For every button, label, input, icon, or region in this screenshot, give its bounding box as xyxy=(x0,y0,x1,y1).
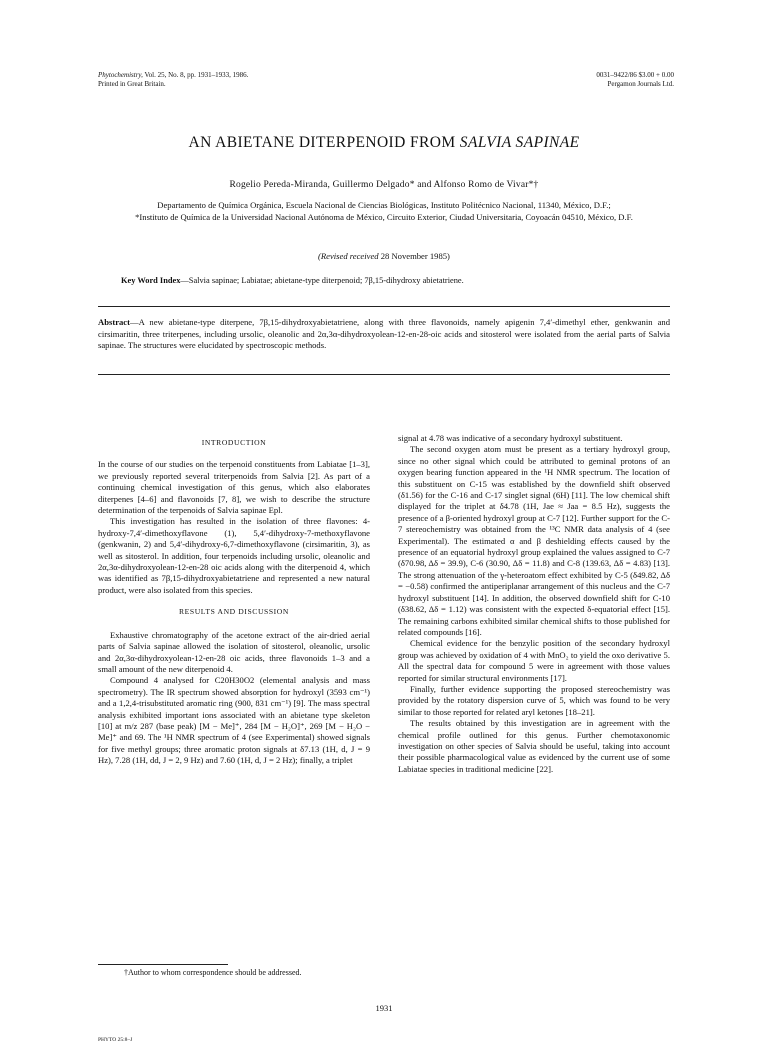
affiliation-1: Departamento de Química Orgánica, Escuela Nacional de Ciencias Biológicas, Instituto Politécnico Nacional, 11340, México, D.F.; xyxy=(157,200,611,210)
keywords-text: —Salvia sapinae; Labiatae; abietane-type diterpenoid; 7β,15-dihydroxy abietatriene. xyxy=(180,276,464,285)
left-column xyxy=(98,433,370,767)
intro-paragraph-2: This investigation has resulted in the isolation of three flavones: 4-hydroxy-7,4′-dimethoxyflavone (1), 5,4′-dihydroxy-7-methoxyflavone (genkwanin, 2) and 5,4′-dihydroxy-6,7-dimethoxyflavone (cirsimaritin, 3), as well as sitosterol. In addition, four terpenoids including ursolic, oleanolic and 2α,3α-dihydroxyolean-12-en-28 oic acids along with the diterpenoid 4, which was identified as 7β,15-dihydroxyabietatriene and represented a new natural product, were also isolated from this species. xyxy=(98,516,370,595)
right-paragraph-3: Chemical evidence for the benzylic position of the secondary hydroxyl group was achieved by oxidation of 4 with MnO₂ to yield the oxo derivative 5. All the spectral data for compound 5 were in agreement with those values reported for similar structural environments [17]. xyxy=(398,638,670,683)
right-column xyxy=(398,433,670,775)
title-main: AN ABIETANE DITERPENOID FROM xyxy=(188,134,460,151)
issn: 0031–9422/86 $3.00 + 0.00 xyxy=(596,71,674,79)
page-number: 1931 xyxy=(375,1003,393,1013)
heading-results: RESULTS AND DISCUSSION xyxy=(179,607,289,617)
right-paragraph-2: The second oxygen atom must be present as a tertiary hydroxyl group, since no other signal which could be attributed to geminal protons of an oxygen bearing function appeared in the ¹H NMR spectrum. The location of this substituent on C-15 was established by the downfield shift observed (δ1.56) for the C-16 and C-17 singlet signal (6H) [11]. The low chemical shift displayed for the triplet at δ4.78 (1H, Jae ≈ Jaa = 8.5 Hz), suggests the presence of a β-oriented hydroxyl group at C-7 [12]. Further support for the C-7 stereochemistry was obtained from the ¹³C NMR data analysis of 4 (see Experimental). The estimated α and β deshielding effects caused by the presence of an equatorial hydroxyl group explained the values assigned to C-7 (δ70.98, Δδ = 39.9), C-6 (30.90, Δδ = 11.8) and C-8 (139.63, Δδ = 4.83) [13]. The strong attenuation of the γ-heteroatom effect exhibited by C-5 (δ49.82, Δδ = −0.58) confirmed the antiperiplanar arrangement of this nucleus and the C-7 hydroxyl substituent [14]. In addition, the observed downfield shift for C-10 (δ38.62, Δδ = 1.12) was consistent with the expected δ-equatorial effect [15]. The remaining carbons exhibited similar chemical shifts to those published for related compounds [16]. xyxy=(398,444,670,637)
results-paragraph-1: Exhaustive chromatography of the acetone extract of the air-dried aerial parts of Salvia sapinae allowed the isolation of sitosterol, oleanolic, ursolic and 2α,3α-dihydroxyolean-12-en-28 oic acids, three flavonoids 1–3 and a small amount of the new diterpenoid 4. xyxy=(98,629,370,674)
keywords xyxy=(121,276,464,285)
publisher-header xyxy=(596,71,674,89)
footnote-rule xyxy=(98,964,228,965)
keywords-label: Key Word Index xyxy=(121,276,181,285)
journal-header xyxy=(98,71,248,89)
abstract-text: —A new abietane-type diterpene, 7β,15-dihydroxyabietatriene, along with three flavonoids, namely apigenin 7,4′-dimethyl ether, genkwanin and cirsimaritin, three triterpenes, including ursolic, oleanolic and 2α,3α-dihydroxyolean-12-en-28-oic acids and sitosterol were isolated from the aerial parts of Salvia sapinae. The structures were elucidated by spectroscopic methods. xyxy=(98,317,670,350)
affiliation-2: *Instituto de Química de la Universidad Nacional Autónoma de México, Circuito Exterior, Ciudad Universitaria, Coyoacán 04510, México, D.F. xyxy=(135,212,633,222)
paper-title xyxy=(0,134,768,152)
revised-date xyxy=(0,251,768,261)
printed-note: Printed in Great Britain. xyxy=(98,80,166,88)
abstract xyxy=(98,317,670,352)
affiliations xyxy=(98,199,670,223)
journal-citation: Vol. 25, No. 8, pp. 1931–1933, 1986. xyxy=(144,71,249,79)
heading-introduction: INTRODUCTION xyxy=(201,438,267,447)
publisher: Pergamon Journals Ltd. xyxy=(607,80,674,88)
right-paragraph-5: The results obtained by this investigation are in agreement with the chemical profile outlined for this genus. Further chemotaxonomic investigation on other species of Salvia should be useful, taking into account their possible pharmacological value as evidenced by the current use of some Labiatae species in traditional medicine [22]. xyxy=(398,718,670,774)
title-species: SALVIA SAPINAE xyxy=(459,134,580,151)
authors: Rogelio Pereda-Miranda, Guillermo Delgado* and Alfonso Romo de Vivar*† xyxy=(229,180,539,190)
journal-name: Phytochemistry, xyxy=(98,71,143,79)
abstract-top-rule xyxy=(98,306,670,307)
revised-label: (Revised received xyxy=(318,251,379,261)
revised-value: 28 November 1985) xyxy=(378,251,450,261)
print-code: PHYTO 25:8–J xyxy=(98,1037,133,1043)
intro-paragraph-1: In the course of our studies on the terpenoid constituents from Labiatae [1–3], we previously reported several triterpenoids from Salvia [2]. As part of a continuing chemical investigation of this genus, which also elaborates diterpenes [4–6] and flavonoids [7, 8], we wish to describe the structure determination of the terpenoids of Salvia sapinae Epl. xyxy=(98,459,370,516)
abstract-bottom-rule xyxy=(98,374,670,375)
results-paragraph-2: Compound 4 analysed for C20H30O2 (elemental analysis and mass spectrometry). The IR spectrum showed absorption for hydroxyl (3593 cm⁻¹) and a 1,2,4-trisubstituted aromatic ring (900, 831 cm⁻¹) [9]. The mass spectral analysis exhibited important ions associated with an abietane type skeleton [10] at m/z 287 (base peak) [M − Me]⁺, 284 [M − H₂O]⁺, 269 [M − H₂O − Me]⁺ and 69. The ¹H NMR spectrum of 4 (see Experimental) showed signals for five methyl groups; three aromatic proton signals at δ7.13 (1H, d, J = 9 Hz), 7.28 (1H, dd, J = 2, 9 Hz) and 7.60 (1H, d, J = 2 Hz); finally, a triplet xyxy=(98,675,370,766)
abstract-label: Abstract xyxy=(98,317,130,327)
right-paragraph-1: signal at 4.78 was indicative of a secondary hydroxyl substituent. xyxy=(398,433,623,443)
right-paragraph-4: Finally, further evidence supporting the proposed stereochemistry was provided by the rotatory dispersion curve of 5, which was found to be very similar to those reported for related aryl ketones [18–21]. xyxy=(398,683,670,717)
footnote: †Author to whom correspondence should be addressed. xyxy=(124,968,302,977)
